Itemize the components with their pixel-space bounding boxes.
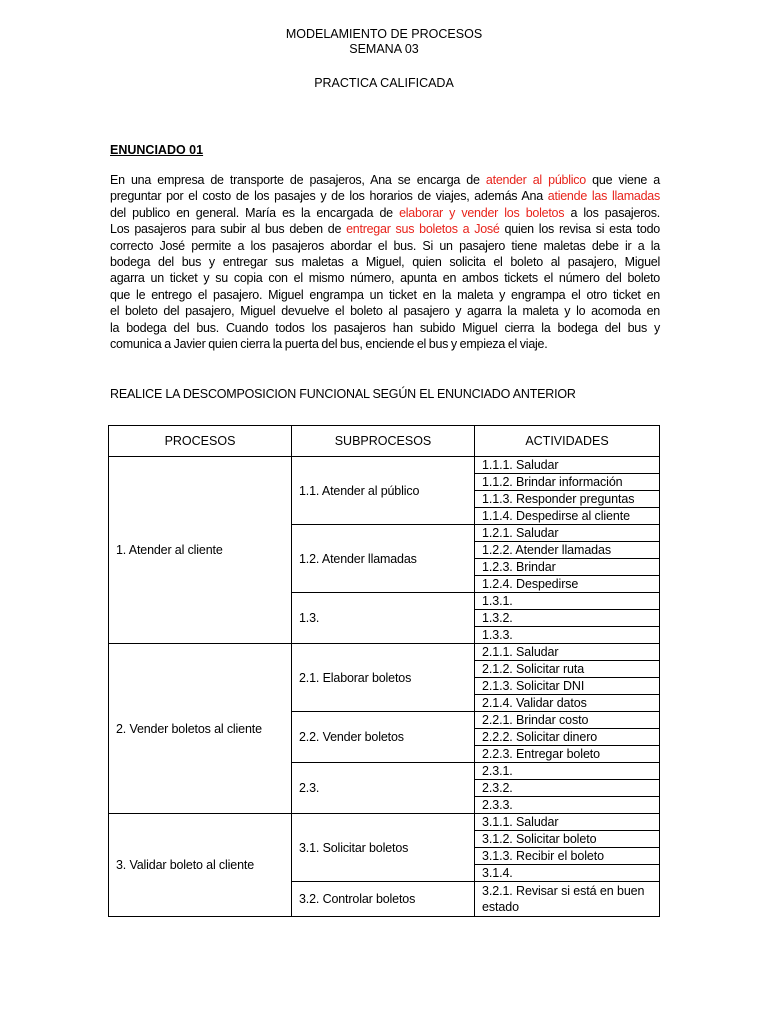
week-label: SEMANA 03 (349, 42, 419, 56)
subprocess-cell: 1.3. (292, 593, 475, 644)
activity-cell: 2.1.1. Saludar (475, 644, 660, 661)
paragraph-line (110, 188, 660, 204)
header-subprocesos: SUBPROCESOS (292, 426, 475, 457)
text-segment: que viene a (586, 173, 660, 187)
table-row (109, 814, 660, 831)
text-segment: preguntar por el costo de los pasajes y de los horarios de viajes, además Ana (110, 189, 548, 204)
activity-cell: 1.2.4. Despedirse (475, 576, 660, 593)
paragraph-line (110, 270, 660, 286)
highlighted-phrase: atiende las llamadas (547, 189, 660, 204)
subprocess-cell: 1.2. Atender llamadas (292, 525, 475, 593)
paragraph-line (110, 336, 660, 352)
text-segment: que le entrego el pasajero. Miguel engrampa un ticket en la maleta y engrampa el otro ticket en (110, 287, 660, 302)
activity-cell: 1.1.3. Responder preguntas (475, 491, 660, 508)
activity-cell: 2.3.3. (475, 797, 660, 814)
activity-cell: 1.3.3. (475, 627, 660, 644)
activity-cell: 2.2.2. Solicitar dinero (475, 729, 660, 746)
table-row (109, 644, 660, 661)
activity-cell: 2.1.2. Solicitar ruta (475, 661, 660, 678)
text-segment: correcto José permite a los pasajeros abordar el bus. Si un pasajero tiene maletas debe ir a la (110, 238, 660, 253)
header-actividades: ACTIVIDADES (475, 426, 660, 457)
activity-cell: 3.1.2. Solicitar boleto (475, 831, 660, 848)
activity-cell: 2.2.3. Entregar boleto (475, 746, 660, 763)
activity-cell: 3.1.4. (475, 865, 660, 882)
activity-cell: 2.1.3. Solicitar DNI (475, 678, 660, 695)
activity-cell: 1.3.2. (475, 610, 660, 627)
activity-cell: 1.1.2. Brindar información (475, 474, 660, 491)
highlighted-phrase: elaborar y vender los boletos (399, 205, 565, 220)
subprocess-cell: 1.1. Atender al público (292, 457, 475, 525)
subprocess-cell: 2.2. Vender boletos (292, 712, 475, 763)
subprocess-cell: 3.1. Solicitar boletos (292, 814, 475, 882)
text-segment: Los pasajeros para subir al bus deben de (110, 222, 347, 237)
text-segment: agarra un ticket y su copia con el mismo número, apunta en ambos tickets el número del boleto (110, 271, 660, 286)
activity-cell: 3.1.3. Recibir el boleto (475, 848, 660, 865)
activity-cell: 1.2.3. Brindar (475, 559, 660, 576)
paragraph-line (110, 172, 660, 188)
paragraph-line (110, 254, 660, 270)
highlighted-phrase: atender al público (485, 173, 586, 187)
activity-cell: 2.1.4. Validar datos (475, 695, 660, 712)
activity-cell: 2.3.2. (475, 780, 660, 797)
instruction-text: REALICE LA DESCOMPOSICION FUNCIONAL SEGÚN EL ENUNCIADO ANTERIOR (110, 387, 576, 401)
paragraph-line (110, 303, 660, 319)
text-segment: del publico en general. María es la encargada de (110, 205, 400, 220)
header-procesos: PROCESOS (109, 426, 292, 457)
activity-cell: 1.3.1. (475, 593, 660, 610)
statement-paragraph (110, 172, 660, 352)
activity-cell: 1.1.1. Saludar (475, 457, 660, 474)
activity-cell: 1.2.1. Saludar (475, 525, 660, 542)
activity-cell: 3.1.1. Saludar (475, 814, 660, 831)
process-cell: 3. Validar boleto al cliente (109, 814, 292, 917)
document-subtitle: PRACTICA CALIFICADA (314, 76, 454, 90)
highlighted-phrase: entregar sus boletos a José (346, 222, 500, 237)
process-cell: 2. Vender boletos al cliente (109, 644, 292, 814)
paragraph-line (110, 320, 660, 336)
paragraph-line (110, 221, 660, 237)
text-segment: el boleto del pasajero, Miguel devuelve el boleto al pasajero y agarra la maleta y lo acomoda en (110, 304, 660, 319)
paragraph-line (110, 205, 660, 221)
process-cell: 1. Atender al cliente (109, 457, 292, 644)
text-segment: quien los revisa si esta todo (499, 222, 660, 237)
text-segment: En una empresa de transporte de pasajeros, Ana se encarga de (110, 173, 486, 187)
table-row (109, 457, 660, 474)
activity-cell: 2.2.1. Brindar costo (475, 712, 660, 729)
activity-cell: 1.1.4. Despedirse al cliente (475, 508, 660, 525)
activity-cell: 3.2.1. Revisar si está en buen estado (475, 882, 660, 917)
paragraph-line (110, 238, 660, 254)
subprocess-cell: 3.2. Controlar boletos (292, 882, 475, 917)
section-heading: ENUNCIADO 01 (110, 143, 204, 157)
text-segment: la bodega del bus. Cuando todos los pasajeros han subido Miguel cierra la bodega del bus y (110, 320, 660, 335)
text-segment: comunica a Javier quien cierra la puerta del bus, enciende el bus y empieza el viaje. (110, 337, 548, 352)
decomposition-table (108, 425, 660, 917)
document-title: MODELAMIENTO DE PROCESOS (285, 27, 483, 41)
paragraph-line (110, 287, 660, 303)
activity-cell: 1.2.2. Atender llamadas (475, 542, 660, 559)
subprocess-cell: 2.1. Elaborar boletos (292, 644, 475, 712)
table-header-row (109, 426, 660, 457)
subprocess-cell: 2.3. (292, 763, 475, 814)
text-segment: a los pasajeros. (564, 205, 660, 220)
activity-cell: 2.3.1. (475, 763, 660, 780)
text-segment: bodega del bus y entregar sus maletas a Miguel, quien solicita el boleto al pasajero, Miguel (110, 255, 660, 270)
